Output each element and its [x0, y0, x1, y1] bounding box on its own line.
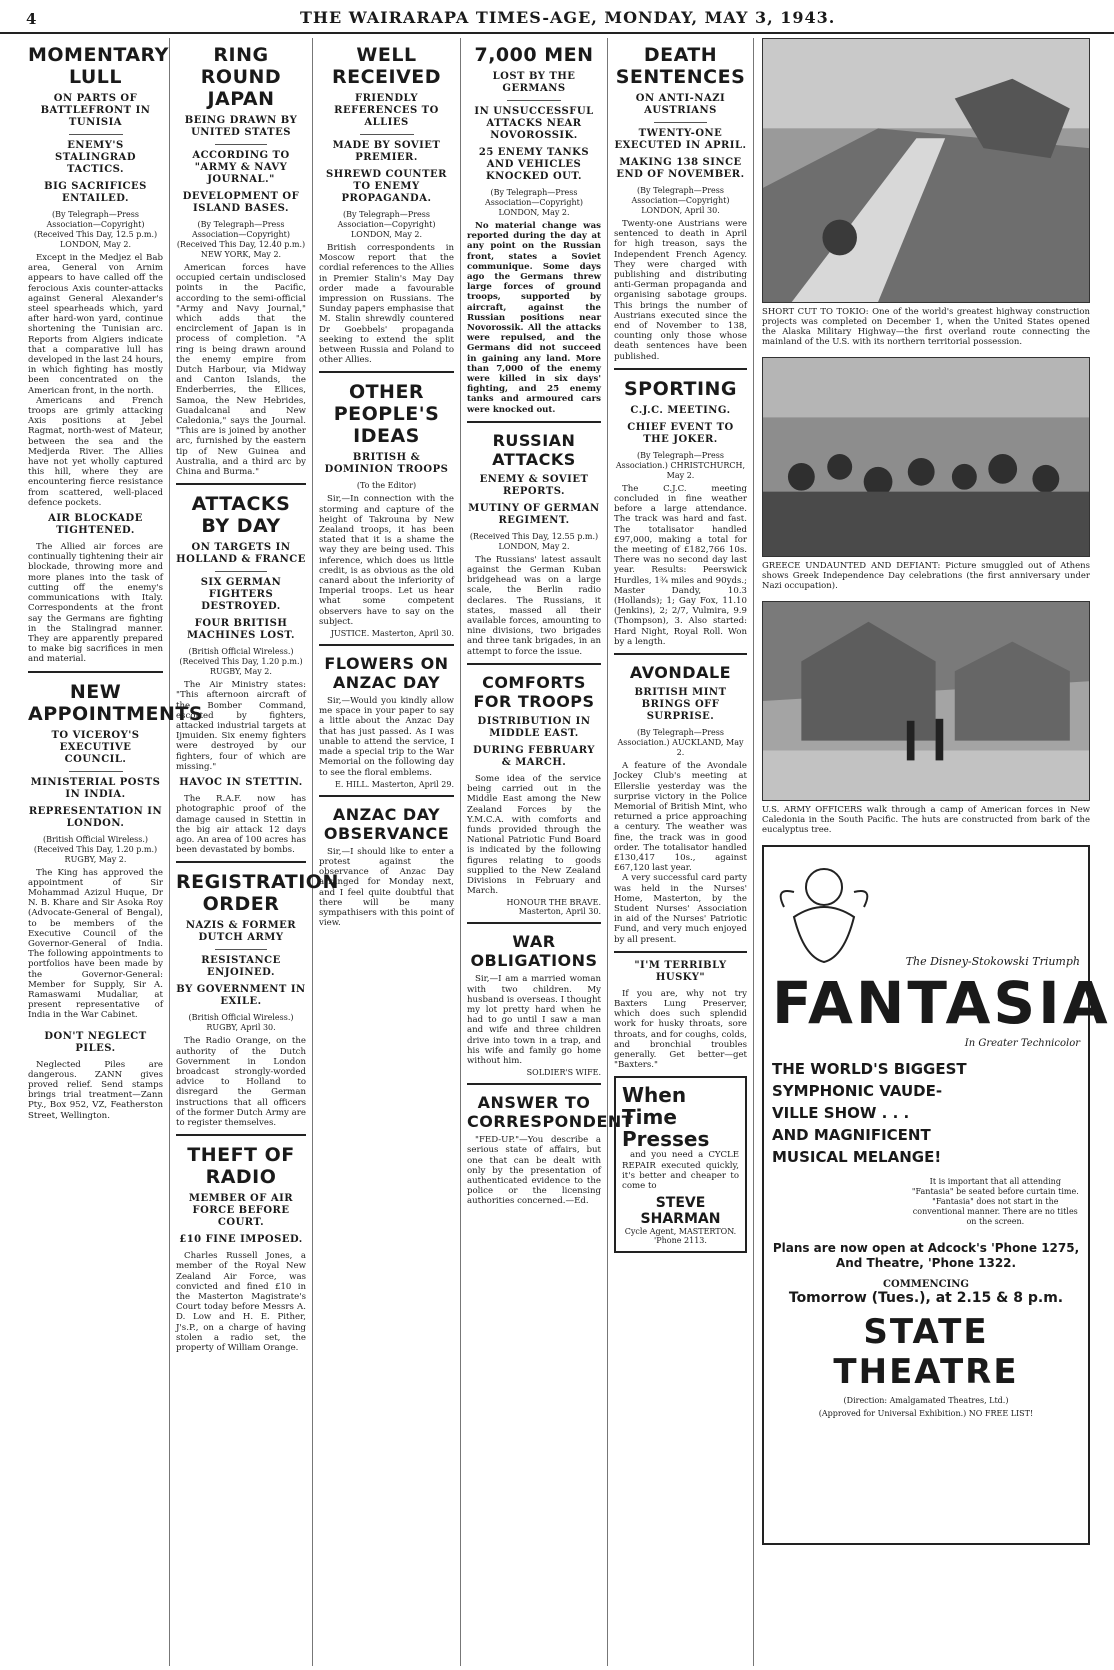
- headline-other-peoples-ideas: OTHER PEOPLE'S IDEAS: [333, 381, 440, 448]
- ad-steve-sharman: [614, 1076, 747, 1253]
- article-paragraph: The King has approved the appointment of Sir Mohammad Azizul Huque, Dr N. B. Khare and Sir Asoka Roy (Advocate-General of Bengal), to be members of the Executive Council of the Governor-General of India. The following appointments to portfolios have been made by the Governor-General: Member for Supply, Sir A. Ramaswami Mudaliar, at present representative of India in the War Cabinet.: [28, 867, 163, 1021]
- ad-fantasia-tagline: AND MAGNIFICENT: [772, 1126, 931, 1144]
- article-paragraph: "FED-UP."—You describe a serious state of affairs, but one that can be dealt with only by the presentation of authenticated evidence to the police or the licensing authorities concerned.—Ed.: [467, 1135, 601, 1207]
- subhead: C.J.C. MEETING.: [630, 404, 731, 416]
- headline-attacks-by-day: ATTACKS BY DAY: [191, 493, 291, 538]
- subhead: ON TARGETS IN HOLLAND & FRANCE: [176, 542, 306, 566]
- ad-fantasia-note: It is important that all attending "Fantasia" be seated before curtain time. "Fantasia" does not start in the conventional manner. There are no titles on the screen.: [911, 1177, 1079, 1226]
- ad-fantasia-pretitle: The Disney-Stokowski Triumph: [905, 955, 1080, 968]
- headline-ring-round-japan: RING ROUND JAPAN: [200, 44, 282, 110]
- subhead: 25 ENEMY TANKS AND VEHICLES KNOCKED OUT.: [478, 147, 590, 182]
- ad-text-baxters: If you are, why not try Baxters Lung Preserver, which does such splendid work for husky throats, sore throats, and for coughs, colds, and bronchial troubles generally. Get better—get "Baxters.": [614, 988, 747, 1071]
- divider: [654, 122, 707, 123]
- letter-signature: JUSTICE. Masterton, April 30.: [330, 629, 454, 639]
- article-paragraph: Sir,—In connection with the storming and capture of the height of Takrouna by New Zealand troops, it has been stated that it is a shame the way they are being used. This inference, which does us little credit, is as obvious as the old canard about the inferiority of Imperial troops. Let us hear what some competent observers have to say on the subject.: [319, 494, 454, 627]
- ad-text-piles: Neglected Piles are dangerous. ZANN gives proved relief. Send stamps brings trial treatment—Zann Pty., Box 952, VZ, Featherston Street, Wellington.: [28, 1059, 163, 1121]
- photo-caption: GREECE UNDAUNTED AND DEFIANT: Picture smuggled out of Athens shows Greek Independence Day celebrations (the first anniversary under Nazi occupation).: [762, 561, 1090, 591]
- dateline: (British Official Wireless.) (Received This Day, 1.20 p.m.) RUGBY, May 2.: [179, 647, 303, 677]
- dateline: (British Official Wireless.) (Received This Day, 1.20 p.m.) RUGBY, May 2.: [33, 834, 158, 864]
- article-paragraph: Twenty-one Austrians were sentenced to death in April for high treason, says the Independent French Agency. They were charged with publishing and distributing anti-German propaganda and organising sabotage groups. This brings the number of Austrians executed since the end of November to 138, counting only those whose death sentences have been published.: [614, 219, 747, 362]
- subhead: CHIEF EVENT TO THE JOKER.: [627, 421, 734, 445]
- divider: [69, 134, 123, 135]
- headline-7000-men: 7,000 MEN: [474, 44, 594, 66]
- ad-fantasia-plans: Plans are now open at Adcock's 'Phone 1275, And Theatre, 'Phone 1322.: [772, 1241, 1080, 1270]
- article-paragraph: The C.J.C. meeting concluded in fine weather before a large attendance. The track was hard and fast. The totalisator handled £97,000, making a total for the meeting of £182,766 10s. There was no second day last year. Results: Peerswick Hurdles, 1¾ miles and 90yds.; Master Dandy, 10.3 (Hollands); 1; Gay Fox, 11.10 (Jenkins), 2; 2/7, Vulmira, 9.9 (Thompson), 3. Also started: Hard Night, Royal Roll. Won by a length.: [614, 483, 747, 647]
- ad-fantasia-commencing: COMMENCING: [883, 1279, 969, 1290]
- article-paragraph: American forces have occupied certain undisclosed points in the Pacific, according to the semi-official "Army and Navy Journal," which adds that the encirclement of Japan is in process of completion. "A ring is being drawn around the enemy empire from Dutch Harbour, via Midway and Canton Islands, the Enderberries, the Ellices, Samoa, the New Hebrides, Guadalcanal and New Caledonia," says the Journal. "This are is joined by another arc, furnished by the eastern tip of New Guinea and Australia, and a third arc by China and Burma.": [176, 263, 306, 478]
- headline-registration-order: REGISTRATION ORDER: [176, 871, 339, 916]
- ad-headline-when-time-presses: When Time Presses: [622, 1083, 710, 1152]
- subhead: ON PARTS OF BATTLEFRONT IN TUNISIA: [40, 93, 151, 128]
- column-1: [22, 38, 204, 1666]
- headline-anzac-day-observance: ANZAC DAY OBSERVANCE: [323, 804, 450, 843]
- ad-title-baxters: "I'M TERRIBLY HUSKY": [634, 959, 727, 983]
- divider: [215, 571, 267, 572]
- article-paragraph: Some idea of the service being carried out in the Middle East among the New Zealand Forces by the Y.M.C.A. with comforts and funds provided through the National Patriotic Fund Board is indicated by the following figures relating to goods supplied to the New Zealand Divisions in February and March.: [467, 773, 601, 897]
- ad-contact: Cycle Agent, MASTERTON. 'Phone 2113.: [624, 1227, 737, 1246]
- headline-well-received: WELL RECEIVED: [331, 44, 442, 88]
- divider: [215, 949, 267, 950]
- headline-comforts-for-troops: COMFORTS FOR TROOPS: [473, 672, 595, 711]
- article-paragraph: The R.A.F. now has photographic proof of the damage caused in Stettin in the big air attack 12 days ago. An area of 100 acres has been devastated by bombs.: [176, 794, 306, 856]
- dateline: (By Telegraph—Press Association—Copyright) LONDON, April 30.: [631, 186, 730, 215]
- dateline: (By Telegraph—Press Association—Copyright) (Received This Day, 12.40 p.m.) NEW YORK, May 2.: [176, 220, 306, 259]
- subhead: SHREWD COUNTER TO ENEMY PROPAGANDA.: [326, 169, 447, 204]
- ad-fantasia-technicolor: In Greater Technicolor: [964, 1038, 1080, 1049]
- headline-death-sentences: DEATH SENTENCES: [615, 44, 746, 88]
- column-6: [756, 38, 1111, 1666]
- subhead: DEVELOPMENT OF ISLAND BASES.: [182, 191, 300, 214]
- photo-alaska-highway-image: [763, 39, 1089, 302]
- article-paragraph: Sir,—Would you kindly allow me space in your paper to say a little about the Anzac Day that has just passed. As I was unable to attend the service, I made a special trip to the War Memorial on the following day to see the floral emblems.: [319, 696, 454, 778]
- ad-fantasia-times: Tomorrow (Tues.), at 2.15 & 8 p.m.: [788, 1290, 1064, 1306]
- article-paragraph: The Russians' latest assault against the German Kuban bridgehead was on a large scale, the Berlin radio declares. The Russians, it states, massed all their available forces, amounting to nine divisions, two brigades and three tank brigades, in an attempt to force the issue.: [467, 554, 601, 657]
- column-2: [170, 38, 339, 1666]
- ad-fantasia-tagline: MUSICAL MELANGE!: [772, 1148, 942, 1166]
- divider: [69, 771, 123, 772]
- ad-fantasia-approval: (Approved for Universal Exhibition.) NO FREE LIST!: [818, 1409, 1034, 1418]
- subhead: MEMBER OF AIR FORCE BEFORE COURT.: [188, 1193, 294, 1229]
- subhead: MADE BY SOVIET PREMIER.: [332, 140, 441, 163]
- ad-fantasia-tagline: SYMPHONIC VAUDE-: [772, 1082, 943, 1100]
- dateline: (By Telegraph—Press Association—Copyright) LONDON, May 2.: [485, 188, 583, 217]
- subhead: SIX GERMAN FIGHTERS DESTROYED.: [200, 577, 282, 613]
- ad-fantasia-theatre: STATE THEATRE: [833, 1312, 1019, 1392]
- subhead: FRIENDLY REFERENCES TO ALLIES: [334, 93, 439, 128]
- subhead: ON ANTI-NAZI AUSTRIANS: [635, 93, 726, 116]
- ad-fantasia-tagline: VILLE SHOW . . .: [772, 1104, 910, 1122]
- photo-greece: [762, 357, 1090, 557]
- headline-russian-attacks: RUSSIAN ATTACKS: [492, 430, 576, 469]
- article-paragraph: Charles Russell Jones, a member of the Royal New Zealand Air Force, was convicted and fined £10 in the Masterton Magistrate's Court today before Messrs A. D. Low and H. E. Pither, J's.P., on a charge of having stolen a radio set, the property of William Orange.: [176, 1251, 306, 1353]
- dateline: (To the Editor): [356, 481, 417, 491]
- divider: [215, 144, 267, 145]
- ad-text: and you need a CYCLE REPAIR executed quickly, it's better and cheaper to come to: [622, 1150, 739, 1191]
- subhead: BY GOVERNMENT IN EXILE.: [176, 984, 306, 1008]
- subhead: ENEMY'S STALINGRAD TACTICS.: [54, 140, 136, 175]
- ad-fantasia-title: FANTASIA: [772, 969, 1111, 1037]
- headline-theft-of-radio: THEFT OF RADIO: [187, 1144, 295, 1189]
- article-paragraph: British correspondents in Moscow report that the cordial references to the Allies in Premier Stalin's May Day order made a favourable impression on Russians. The Sunday papers emphasise that M. Stalin shrewdly countered Dr Goebbels' propaganda seeking to extend the split between Russia and Poland to other Allies.: [319, 243, 454, 366]
- subhead: DISTRIBUTION IN MIDDLE EAST.: [477, 715, 591, 739]
- subhead: BRITISH & DOMINION TROOPS: [324, 452, 449, 476]
- subhead: DURING FEBRUARY & MARCH.: [473, 744, 595, 768]
- dateline: (Received This Day, 12.55 p.m.) LONDON, May 2.: [469, 531, 599, 551]
- column-3: [313, 38, 461, 1666]
- page-number: 4: [26, 10, 37, 28]
- masthead: [0, 0, 1114, 34]
- headline-flowers-on-anzac-day: FLOWERS ON ANZAC DAY: [324, 654, 449, 693]
- article-paragraph: Sir,—I should like to enter a protest against the observance of Anzac Day arranged for Monday next, and I feel quite doubtful that there will be many sympathisers with this point of view.: [319, 846, 454, 929]
- subhead: RESISTANCE ENJOINED.: [201, 955, 281, 979]
- headline-new-appointments: NEW APPOINTMENTS: [28, 680, 204, 725]
- ad-business-name: STEVE SHARMAN: [640, 1195, 721, 1228]
- dateline: (By Telegraph—Press Association—Copyright) LONDON, May 2.: [337, 210, 436, 239]
- subhead: TWENTY-ONE EXECUTED IN APRIL.: [614, 128, 747, 151]
- subhead: BRITISH MINT BRINGS OFF SURPRISE.: [634, 687, 727, 723]
- letter-signature: E. HILL. Masterton, April 29.: [335, 779, 454, 789]
- article-paragraph: Americans and French troops are grimly attacking Axis positions at Jebel Ragmat, north-west of Mateur, between the sea and the Medjerda River. The Allies have not yet wholly captured this hill, where they are encountering fierce resistance from scattered, well-placed defence pockets.: [28, 395, 163, 508]
- cherub-illustration-icon: [774, 857, 874, 967]
- dateline: (British Official Wireless.) RUGBY, April 30.: [188, 1013, 294, 1033]
- subhead: IN UNSUCCESSFUL ATTACKS NEAR NOVOROSSIK.: [474, 106, 594, 141]
- ad-fantasia: [762, 845, 1111, 1545]
- letter-signature: SOLDIER'S WIFE.: [526, 1068, 601, 1078]
- headline-answer-to-correspondent: ANSWER TO CORRESPONDENT: [467, 1093, 634, 1132]
- article-paragraph: The Radio Orange, on the authority of the Dutch Government in London broadcast strongly-worded advice to Holland to disregard the German instructions that all officers of the former Dutch Army are to register themselves.: [176, 1036, 306, 1128]
- dateline: (By Telegraph—Press Association.) CHRISTCHURCH, May 2.: [615, 450, 746, 480]
- ad-fantasia-tagline: THE WORLD'S BIGGEST: [772, 1060, 967, 1078]
- newspaper-title: THE WAIRARAPA TIMES-AGE, MONDAY, MAY 3, 1943.: [300, 8, 836, 27]
- article-paragraph: A feature of the Avondale Jockey Club's meeting at Ellerslie yesterday was the surprise victory in the Police Memorial of British Mint, who returned a price approaching a century. The weather was fine, the track was in good order. The totalisator handled £130,417 10s., against £67,120 last year.: [614, 761, 747, 874]
- headline-avondale: AVONDALE: [629, 663, 732, 683]
- subhead: LOST BY THE GERMANS: [492, 71, 576, 94]
- photo-caption: U.S. ARMY OFFICERS walk through a camp of American forces in New Caledonia in the South Pacific. The huts are constructed from bark of the eucalyptus tree.: [762, 805, 1090, 835]
- divider: [360, 134, 414, 135]
- subhead: ACCORDING TO "ARMY & NAVY JOURNAL.": [192, 150, 290, 185]
- article-paragraph: The Air Ministry states: "This afternoon aircraft of the Bomber Command, escorted by fighters, attacked industrial targets at Ijmuiden. Six enemy fighters were destroyed by our fighters, four of which are missing.": [176, 680, 306, 772]
- subhead: HAVOC IN STETTIN.: [179, 777, 303, 789]
- subhead: MAKING 138 SINCE END OF NOVEMBER.: [616, 157, 745, 180]
- dateline: (By Telegraph—Press Association—Copyright) (Received This Day, 12.5 p.m.) LONDON, May 2.: [33, 210, 158, 249]
- article-paragraph: Except in the Medjez el Bab area, General von Arnim appears to have called off the ferocious Axis counter-attacks against General Alexander's steel spearheads which, yard after hard-won yard, continue shortening the Tunisian arc. Reports from Algiers indicate that a comparative lull has developed in the last 24 hours, in which fighting has mostly been concentrated on the American front, in the north.: [28, 253, 163, 396]
- subhead: NAZIS & FORMER DUTCH ARMY: [185, 920, 297, 944]
- photo-new-caledonia: [762, 601, 1090, 801]
- subhead: ENEMY & SOVIET REPORTS.: [479, 473, 589, 497]
- headline-war-obligations: WAR OBLIGATIONS: [470, 932, 598, 971]
- column-5: [608, 38, 754, 1666]
- column-4: [461, 38, 634, 1666]
- headline-momentary-lull: MOMENTARY LULL: [28, 44, 169, 88]
- subhead: MINISTERIAL POSTS IN INDIA.: [30, 776, 161, 800]
- article-paragraph: No material change was reported during the day at any point on the Russian front, states a Soviet communique. Some days ago the Germans threw large forces of ground troops, supported by aircraft, against the Russian positions near Novorossik. All the attacks were repulsed, and the Germans did not succeed in gaining any land. More than 7,000 of the enemy were killed in six days' fighting, and 25 enemy tanks and armoured cars were knocked out.: [467, 221, 601, 415]
- subhead: BEING DRAWN BY UNITED STATES: [184, 115, 298, 138]
- headline-sporting: SPORTING: [623, 377, 738, 400]
- ad-title-piles: DON'T NEGLECT PILES.: [44, 1030, 147, 1054]
- subhead: TO VICEROY'S EXECUTIVE COUNCIL.: [51, 729, 140, 765]
- article-paragraph: The Allied air forces are continually tightening their air blockade, throwing more and more planes into the task of cutting off the enemy's communications with Italy. Correspondents at the front say the Germans are fighting in the Stalingrad manner. They are apparently prepared to make big sacrifices in men and material.: [28, 542, 163, 665]
- photo-greece-image: [763, 358, 1089, 556]
- photo-new-caledonia-image: [763, 602, 1089, 800]
- subhead: REPRESENTATION IN LONDON.: [28, 805, 163, 829]
- divider: [507, 100, 561, 101]
- subhead: FOUR BRITISH MACHINES LOST.: [187, 618, 295, 642]
- subhead: AIR BLOCKADE TIGHTENED.: [48, 513, 143, 537]
- dateline: (By Telegraph—Press Association.) AUCKLAND, May 2.: [617, 728, 744, 758]
- subhead: MUTINY OF GERMAN REGIMENT.: [468, 502, 600, 526]
- article-paragraph: A very successful card party was held in the Nurses' Home, Masterton, by the Student Nurses' Association in aid of the Nurses' Patriotic Fund, and very much enjoyed by all present.: [614, 873, 747, 945]
- subhead: £10 FINE IMPOSED.: [179, 1234, 303, 1246]
- letter-signature: HONOUR THE BRAVE. Masterton, April 30.: [506, 898, 601, 917]
- article-paragraph: Sir,—I am a married woman with two children. My husband is overseas. I thought my lot pretty hard when he had to go until I saw a man and wife and three children drive into town in a trap, and his wife and family go home without him.: [467, 974, 601, 1066]
- photo-alaska-highway: [762, 38, 1090, 303]
- photo-caption: SHORT CUT TO TOKIO: One of the world's greatest highway construction projects was completed on December 1, when the United States opened the Alaska Military Highway—the first overland route connecting the mainland of the U.S. with its northern territorial possession.: [762, 307, 1090, 347]
- ad-fantasia-direction: (Direction: Amalgamated Theatres, Ltd.): [843, 1396, 1009, 1405]
- subhead: BIG SACRIFICES ENTAILED.: [44, 181, 147, 204]
